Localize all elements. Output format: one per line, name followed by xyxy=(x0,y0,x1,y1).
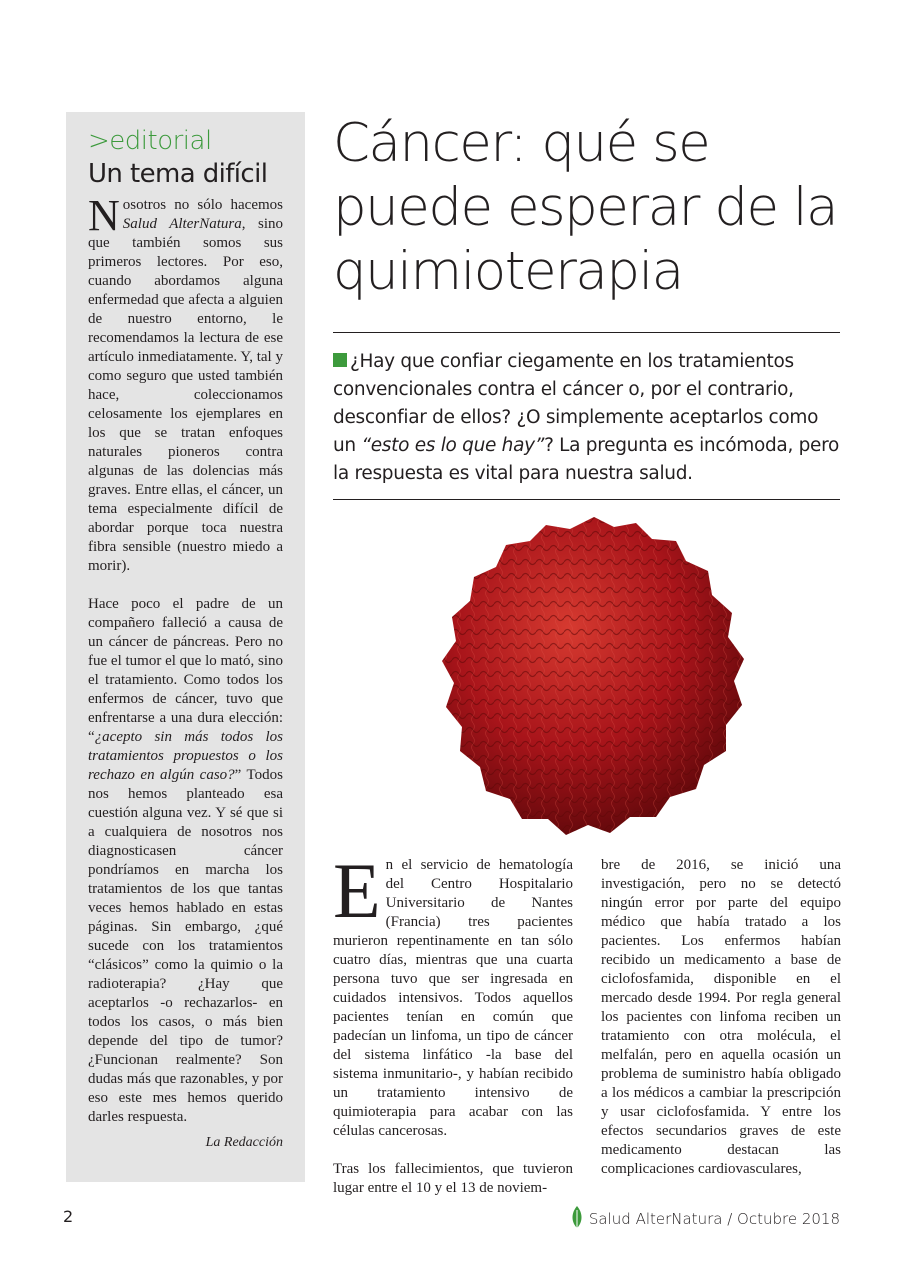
editorial-p1-text-b: , sino que también somos sus primeros lectores. Por eso, cuando abordamos alguna enfermedad que afecta a alguien de nuestro entorno, le recomendamos la lectura de ese artículo inmediatamente. Y, tal y como seguro que usted también hace, coleccionamos celosamente los ejemplares en los que se tratan enfoques naturales pioneros contra algunas de las dolencias más graves. Entre ellas, el cáncer, un tema especialmente difícil de abordar porque toca nuestra fibra sensible (nuestro miedo a morir). xyxy=(88,216,283,574)
article-paragraph-1 xyxy=(333,847,573,1141)
article-column-2 xyxy=(601,856,841,1179)
magazine-name: Salud AlterNatura xyxy=(122,216,242,232)
footer-publication xyxy=(571,1206,840,1232)
editorial-title: Un tema difícil xyxy=(88,159,268,189)
article-p1-text: n el servicio de hematología del Centro Hospitalario Universitario de Nantes (Francia) tres pacientes murieron repentinamente en tan sólo cuatro días, mientras que una cuarta persona tuvo que ser ingresada en cuidados intensivos. Todos aquellos pacientes tenían en común que padecían un linfoma, un tipo de cáncer del sistema linfático -la base del sistema inmunitario-, y habían recibido un tratamiento intensivo de quimioterapia para acabar con las células cancerosas. xyxy=(333,857,573,1139)
page-number: 2 xyxy=(63,1207,74,1226)
editorial-sidebar xyxy=(66,112,305,1182)
headline-line-3: quimioterapia xyxy=(333,241,683,302)
headline-line-2: puede esperar de la xyxy=(333,177,838,238)
editorial-p2-text-a: Hace poco el padre de un compañero falleció a causa de un cáncer de páncreas. Pero no fue el tumor el que lo mató, sino el tratamiento. Como todos los enfermos de cáncer, tuvo que enfrentarse a una dura elección: “ xyxy=(88,596,283,745)
article-lead xyxy=(333,348,843,488)
lead-italic: “esto es lo que hay” xyxy=(361,435,545,456)
lead-top-rule xyxy=(333,332,840,333)
lead-text-a: ¿Hay que confiar ciegamente en los tratamientos convencionales contra el cáncer o, por el contrario, desconfiar de ellos? ¿O simplemente aceptarlos como un xyxy=(333,351,819,456)
editorial-body xyxy=(88,191,283,1127)
green-square-bullet-icon xyxy=(333,353,347,367)
publication-name: Salud AlterNatura / Octubre 2018 xyxy=(588,1210,840,1228)
cancer-cell-illustration xyxy=(438,513,750,838)
article-paragraph-2: Tras los fallecimientos, que tuvieron lugar entre el 10 y el 13 de noviem- xyxy=(333,1161,573,1196)
editorial-dropcap: N xyxy=(88,191,120,240)
article-paragraph-3: bre de 2016, se inició una investigación, pero no se detectó ningún error por parte del equipo médico que había tratado a los pacientes. Los enfermos habían recibido un medicamento a base de ciclofosfamida, disponible en el mercado desde 1994. Por regla general los pacientes con linfoma reciben un tratamiento con otra molécula, el melfalán, pero en aquella ocasión un problema de suministro había obligado a los médicos a cambiar la prescripción y usar ciclofosfamida. Y entre los efectos secundarios graves de este medicamento destacan las complicaciones cardiovasculares, xyxy=(601,857,841,1177)
editorial-paragraph-1 xyxy=(88,191,283,576)
editorial-p2-text-b: ” Todos nos hemos planteado esa cuestión alguna vez. Y sé que si a cualquiera de nosotros nos diagnosticasen cáncer pondríamos en marcha los tratamientos de los que tantas veces hemos hablado en estas páginas. Sin embargo, ¿qué sucede con los tratamientos “clásicos” como la quimio o la radioterapia? ¿Hay que aceptarlos -o rechazarlos- en todos los casos, o más bien depende del tipo de tumor? ¿Funcionan realmente? Son dudas más que razonables, y por eso este mes hemos querido darles respuesta. xyxy=(88,767,283,1125)
article-headline xyxy=(333,112,863,304)
editorial-paragraph-2 xyxy=(88,595,283,1127)
leaf-icon xyxy=(571,1206,583,1232)
headline-line-1: Cáncer: qué se xyxy=(333,113,710,174)
article-column-1 xyxy=(333,847,573,1198)
editorial-signature: La Redacción xyxy=(205,1135,283,1150)
editorial-p1-text-a: osotros no sólo hacemos xyxy=(122,197,283,213)
editorial-kicker: >editorial xyxy=(88,126,212,156)
article-dropcap: E xyxy=(333,847,381,934)
lead-bottom-rule xyxy=(333,499,840,500)
editorial-quote: ¿acepto sin más todos los tratamientos propuestos o los rechazo en algún caso? xyxy=(88,729,283,783)
lead-text-b: ? La pregunta es incómoda, pero la respuesta es vital para nuestra salud. xyxy=(333,435,840,484)
